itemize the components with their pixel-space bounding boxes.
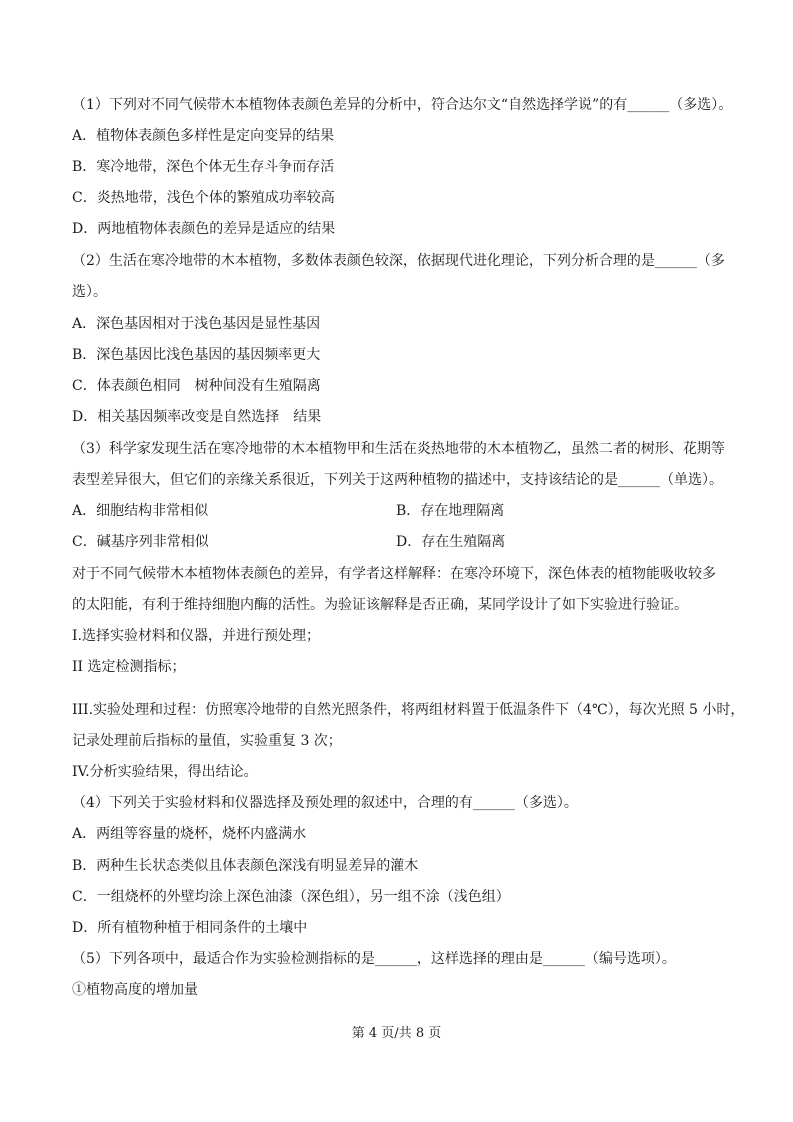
question-3-stem: （3）科学家发现生活在寒冷地带的木本植物甲和生活在炎热地带的木本植物乙，虽然二者的树形、花期等 (72, 441, 725, 457)
q4-option-a: A．两组等容量的烧杯，烧杯内盛满水 (72, 826, 307, 842)
q5-item-1: ①植物高度的增加量 (72, 982, 198, 998)
q2-option-c: C．体表颜色相同 树种间没有生殖隔离 (72, 378, 321, 394)
page-footer: 第 4 页/共 8 页 (351, 1026, 442, 1041)
q2-option-b: B．深色基因比浅色基因的基因频率更大 (72, 347, 321, 363)
step-4: IV.分析实验结果，得出结论。 (72, 764, 258, 780)
q4-option-d: D．所有植物种植于相同条件的土壤中 (72, 920, 308, 936)
q3-option-c: C．碱基序列非常相似 (72, 534, 209, 550)
q1-option-b: B．寒冷地带，深色个体无生存斗争而存活 (72, 159, 335, 175)
q2-option-a: A．深色基因相对于浅色基因是显性基因 (72, 316, 321, 332)
q3-option-d: D．存在生殖隔离 (396, 534, 506, 550)
step-2: II 选定检测指标； (72, 659, 186, 675)
question-5-stem: （5）下列各项中，最适合作为实验检测指标的是______，这样选择的理由是______（编号选项）。 (72, 951, 676, 967)
q3-option-b: B．存在地理隔离 (396, 503, 505, 519)
paragraph-intro: 对于不同气候带木本植物体表颜色的差异，有学者这样解释：在寒冷环境下，深色体表的植物能吸收较多 (72, 566, 716, 582)
q3-option-a: A．细胞结构非常相似 (72, 503, 209, 519)
q2-option-d: D．相关基因频率改变是自然选择 结果 (72, 409, 322, 425)
q4-option-b: B．两种生长状态类似且体表颜色深浅有明显差异的灌木 (72, 858, 419, 874)
step-1: I.选择实验材料和仪器，并进行预处理； (72, 628, 320, 644)
q1-option-c: C．炎热地带，浅色个体的繁殖成功率较高 (72, 190, 335, 206)
question-2-stem-cont: 选）。 (72, 284, 107, 300)
question-4-stem: （4）下列关于实验材料和仪器选择及预处理的叙述中，合理的有______（多选）。 (72, 795, 578, 811)
paragraph-intro-cont: 的太阳能，有利于维持细胞内酶的活性。为验证该解释是否正确，某同学设计了如下实验进行验证。 (72, 597, 688, 613)
q4-option-c: C．一组烧杯的外壁均涂上深色油漆（深色组），另一组不涂（浅色组） (72, 889, 510, 905)
question-1-stem: （1）下列对不同气候带木本植物体表颜色差异的分析中，符合达尔文“自然选择学说”的有______（多选）。 (72, 97, 733, 113)
step-3: III.实验处理和过程：仿照寒冷地带的自然光照条件，将两组材料置于低温条件下（4℃），每次光照 5 小时， (72, 702, 745, 718)
question-3-stem-cont: 表型差异很大，但它们的亲缘关系很近，下列关于这两种植物的描述中，支持该结论的是______（单选）。 (72, 472, 723, 488)
q1-option-d: D．两地植物体表颜色的差异是适应的结果 (72, 221, 336, 237)
question-2-stem: （2）生活在寒冷地带的木本植物，多数体表颜色较深，依据现代进化理论，下列分析合理的是______（多 (72, 253, 725, 269)
q1-option-a: A．植物体表颜色多样性是定向变异的结果 (72, 128, 335, 144)
step-3-cont: 记录处理前后指标的量值，实验重复 3 次； (72, 733, 342, 749)
